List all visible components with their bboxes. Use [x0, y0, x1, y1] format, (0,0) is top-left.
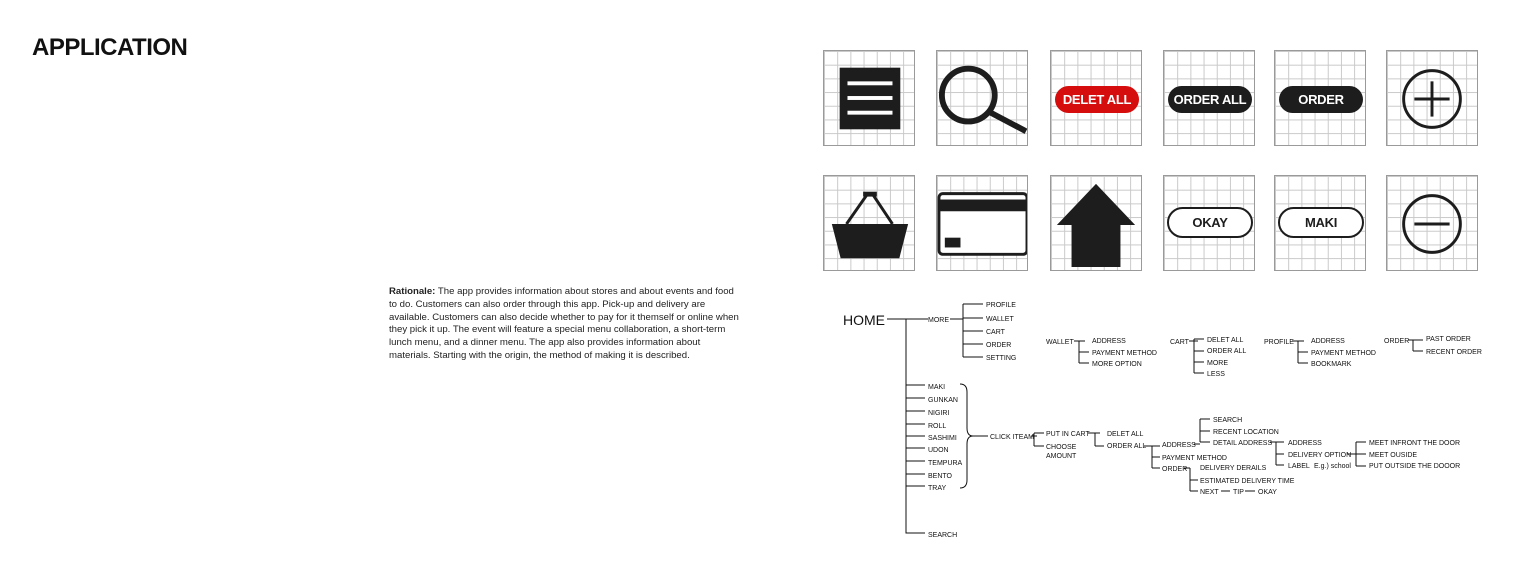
tree-cart-item: MORE [1207, 360, 1228, 367]
menu-brace [960, 384, 973, 488]
tree-wallet: WALLET [1046, 339, 1074, 346]
tree-order-detail: DELIVERY DERAILS [1200, 465, 1267, 472]
tree-cart-item: DELET ALL [1207, 337, 1244, 344]
tree-profile-item: BOOKMARK [1311, 361, 1352, 368]
tree-menu-item: UDON [928, 447, 949, 454]
tree-detail-item: LABEL [1288, 463, 1310, 470]
tree-address-item: DETAIL ADDRESS [1213, 440, 1273, 447]
tree-okay: OKAY [1258, 489, 1277, 496]
tree-menu-item: TEMPURA [928, 460, 963, 467]
tree-profile-item: PAYMENT METHOD [1311, 350, 1376, 357]
tree-menu-item: BENTO [928, 473, 952, 480]
tree-cart-item: ORDER ALL [1207, 348, 1247, 355]
tree-address-item: SEARCH [1213, 417, 1243, 424]
tree-more: MORE [928, 317, 949, 324]
tree-wallet-item: ADDRESS [1092, 338, 1126, 345]
tree-next: NEXT [1200, 489, 1219, 496]
tree-menu-item: SASHIMI [928, 435, 957, 442]
tree-detail-item: DELIVERY OPTION [1288, 452, 1352, 459]
tree-home: HOME [843, 312, 885, 328]
tree-choose-amount: CHOOSE [1046, 444, 1077, 451]
tree-cart: CART [1170, 339, 1189, 346]
tree-more-item: SETTING [986, 355, 1017, 362]
tree-more-item: CART [986, 329, 1005, 336]
tree-delivery-option: PUT OUTSIDE THE DOOOR [1369, 463, 1461, 470]
tree-detail-item: ADDRESS [1288, 440, 1322, 447]
tree-put-in-cart: PUT IN CART [1046, 431, 1090, 438]
rationale-label: Rationale: [389, 286, 436, 297]
tree-more-item: WALLET [986, 316, 1014, 323]
tree-payment-method: PAYMENT METHOD [1162, 455, 1227, 462]
tree-order: ORDER [1384, 338, 1410, 345]
order-all-button[interactable]: ORDER ALL [1168, 86, 1252, 113]
tree-delivery-option: MEET OUSIDE [1369, 452, 1418, 459]
tree-tip: TIP [1233, 489, 1244, 496]
tree-order2: ORDER [1162, 466, 1188, 473]
tree-profile: PROFILE [1264, 339, 1294, 346]
page-title: APPLICATION [32, 34, 188, 61]
tree-cart-item: LESS [1207, 371, 1225, 378]
tree-more-item: PROFILE [986, 302, 1016, 309]
rationale-text: The app provides information about stores and about events and food to do. Customers can also order through this app. Pick-up and delivery are available. Customers can also decide whether to pay for it themself or online when they pick it up. The event will feature a special menu collaboration, a short-term lunch menu, and a dinner menu. The app also provides information about materials. Starting with the origin, the method of making it is described. [389, 286, 739, 361]
delet-all-button[interactable]: DELET ALL [1055, 86, 1139, 113]
tree-order-detail: ESTIMATED DELIVERY TIME [1200, 478, 1295, 485]
tree-choose-amount: AMOUNT [1046, 453, 1077, 460]
tree-menu-item: NIGIRI [928, 410, 950, 417]
tree-order-item: RECENT ORDER [1426, 349, 1482, 356]
tree-delivery-option: MEET INFRONT THE DOOR [1369, 440, 1461, 447]
tree-wallet-item: PAYMENT METHOD [1092, 350, 1157, 357]
tree-address: ADDRESS [1162, 442, 1196, 449]
tree-menu-item: GUNKAN [928, 397, 958, 404]
maki-button[interactable]: MAKI [1278, 207, 1364, 238]
tree-click-item: CLICK ITEAM [990, 434, 1034, 441]
okay-button[interactable]: OKAY [1167, 207, 1253, 238]
tree-label-example: E.g.) school [1314, 463, 1351, 470]
tree-profile-item: ADDRESS [1311, 338, 1345, 345]
tree-wallet-item: MORE OPTION [1092, 361, 1142, 368]
tree-order-all: ORDER ALL [1107, 443, 1147, 450]
tree-menu-item: MAKI [928, 384, 946, 391]
tree-order-item: PAST ORDER [1426, 336, 1471, 343]
tree-address-item: RECENT LOCATION [1213, 429, 1279, 436]
tree-delet-all: DELET ALL [1107, 431, 1144, 438]
tree-search: SEARCH [928, 532, 958, 539]
order-button[interactable]: ORDER [1279, 86, 1363, 113]
tree-more-item: ORDER [986, 342, 1012, 349]
tree-menu-item: TRAY [928, 485, 947, 492]
tree-menu-item: ROLL [928, 423, 947, 430]
